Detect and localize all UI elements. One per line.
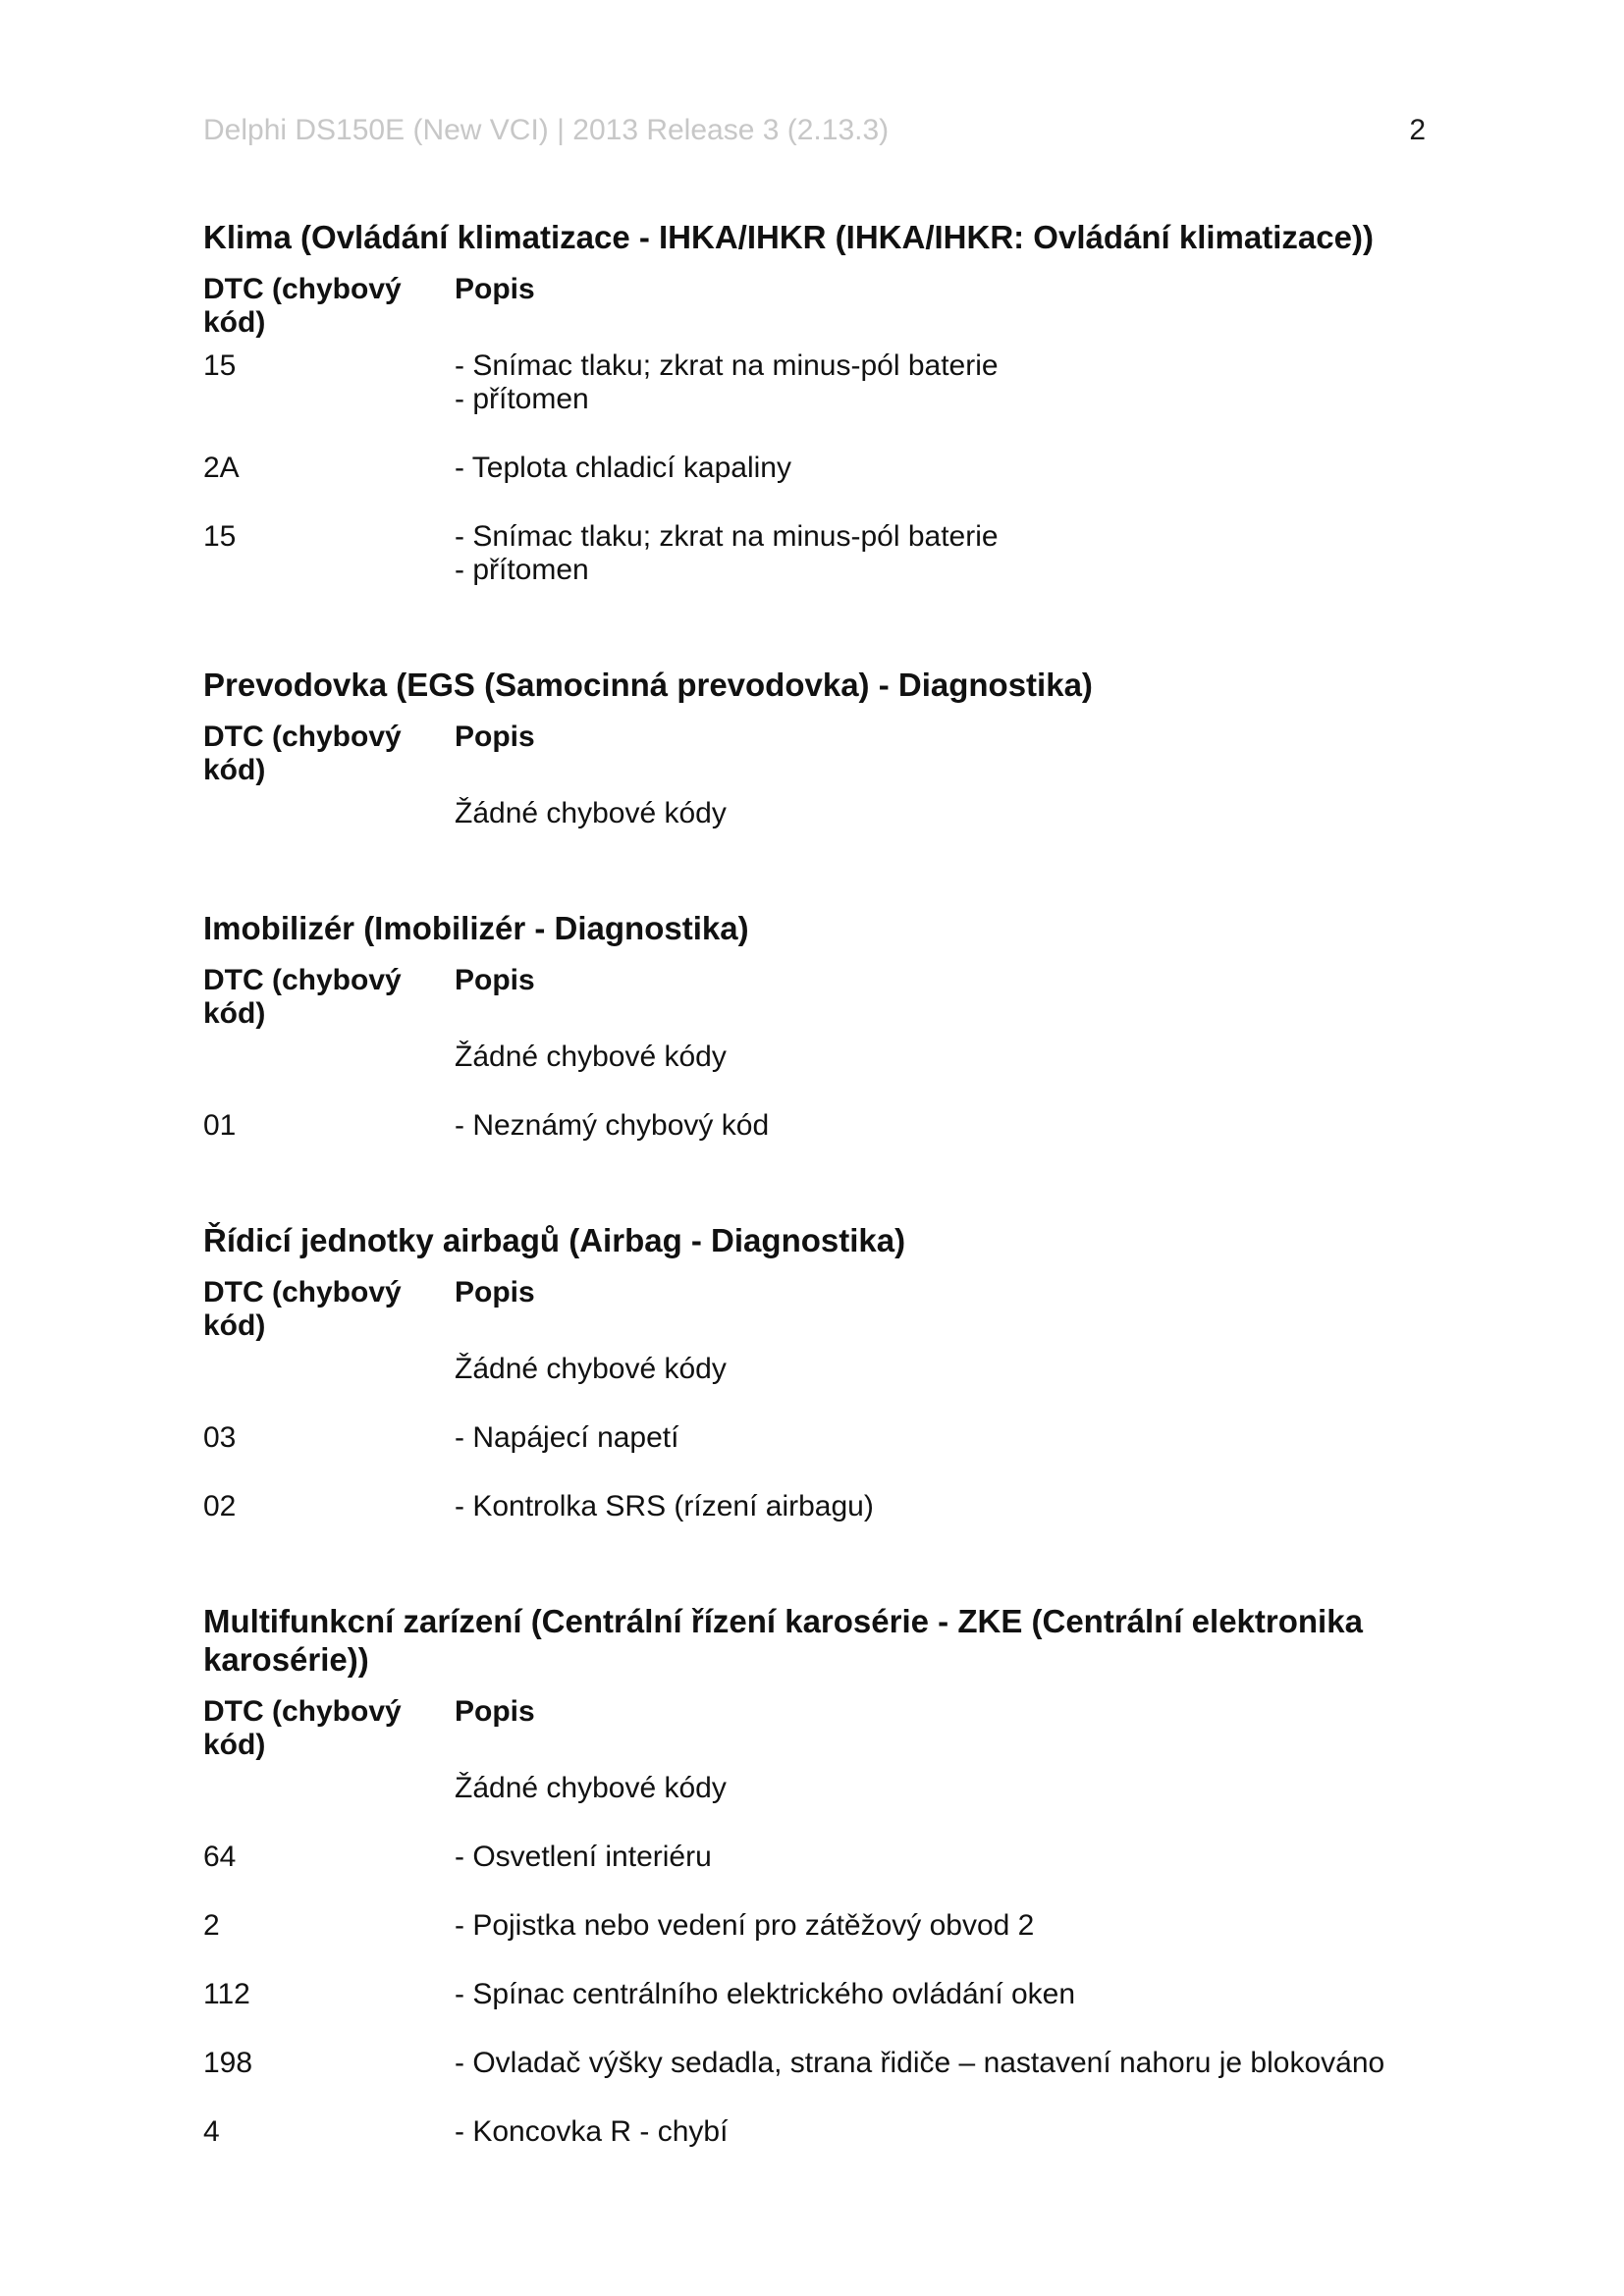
table-row — [203, 2047, 1428, 2080]
table-row — [203, 1109, 1428, 1143]
dtc-cell — [203, 797, 455, 830]
dtc-cell: 03 — [203, 1421, 237, 1454]
table-row — [203, 349, 1428, 416]
table-header-row — [203, 1276, 1428, 1343]
dtc-cell: 198 — [203, 2047, 253, 2079]
section-title: Multifunkcní zarízení (Centrální řízení karosérie - ZKE (Centrální elektronika karosérie)) — [203, 1603, 1363, 1678]
popis-line: - Kontrolka SRS (rízení airbagu) — [455, 1490, 874, 1522]
dtc-cell: 64 — [203, 1841, 237, 1873]
section-rows — [203, 1353, 1428, 1523]
section-title: Klima (Ovládání klimatizace - IHKA/IHKR (IHKA/IHKR: Ovládání klimatizace)) — [203, 219, 1374, 255]
dtc-column-header: DTC (chybový kód) — [203, 273, 402, 339]
popis-cell — [455, 1909, 1428, 1943]
report-body — [203, 218, 1428, 2149]
section-rows — [203, 797, 1428, 830]
table-row — [203, 1490, 1428, 1523]
table-row — [203, 1909, 1428, 1943]
popis-line: Žádné chybové kódy — [455, 797, 727, 829]
popis-cell — [455, 1353, 1428, 1386]
popis-column-header: Popis — [455, 721, 535, 753]
section-title: Imobilizér (Imobilizér - Diagnostika) — [203, 910, 749, 946]
popis-cell — [455, 1772, 1428, 1805]
dtc-cell: 15 — [203, 349, 237, 382]
popis-line: - přítomen — [455, 554, 589, 586]
popis-column-header: Popis — [455, 964, 535, 996]
popis-column-header: Popis — [455, 1695, 535, 1728]
table-row — [203, 1978, 1428, 2011]
dtc-section — [203, 1602, 1428, 2149]
dtc-table — [203, 1695, 1428, 2149]
popis-cell — [455, 452, 1428, 485]
dtc-section — [203, 1221, 1428, 1523]
section-rows — [203, 1772, 1428, 2149]
popis-cell — [455, 1978, 1428, 2011]
dtc-cell — [203, 1353, 455, 1386]
dtc-table — [203, 964, 1428, 1143]
table-row — [203, 1772, 1428, 1805]
table-header-row — [203, 1695, 1428, 1762]
popis-line: - Napájecí napetí — [455, 1421, 679, 1454]
popis-line: - Koncovka R - chybí — [455, 2115, 729, 2148]
popis-cell — [455, 349, 1428, 416]
popis-line: - Snímac tlaku; zkrat na minus-pól baterie — [455, 349, 999, 382]
popis-line: Žádné chybové kódy — [455, 1041, 727, 1073]
table-row — [203, 797, 1428, 830]
popis-line: - Neznámý chybový kód — [455, 1109, 770, 1142]
popis-cell — [455, 1109, 1428, 1143]
dtc-cell: 02 — [203, 1490, 237, 1522]
popis-line: Žádné chybové kódy — [455, 1772, 727, 1804]
popis-cell — [455, 1421, 1428, 1455]
popis-cell — [455, 797, 1428, 830]
popis-line: - Pojistka nebo vedení pro zátěžový obvod 2 — [455, 1909, 1035, 1942]
popis-cell — [455, 2115, 1428, 2149]
table-row — [203, 1421, 1428, 1455]
dtc-section — [203, 666, 1428, 830]
popis-line: - Teplota chladicí kapaliny — [455, 452, 791, 484]
dtc-table — [203, 1276, 1428, 1523]
popis-cell — [455, 1490, 1428, 1523]
section-rows — [203, 1041, 1428, 1143]
popis-cell — [455, 520, 1428, 587]
popis-column-header: Popis — [455, 273, 535, 305]
dtc-section — [203, 909, 1428, 1143]
dtc-column-header: DTC (chybový kód) — [203, 721, 402, 786]
dtc-cell — [203, 1772, 455, 1805]
dtc-cell: 112 — [203, 1978, 250, 2010]
popis-line: - Ovladač výšky sedadla, strana řidiče – nastavení nahoru je blokováno — [455, 2047, 1385, 2079]
dtc-cell: 4 — [203, 2115, 220, 2148]
popis-line: - přítomen — [455, 383, 589, 415]
popis-line: - Osvetlení interiéru — [455, 1841, 712, 1873]
dtc-section — [203, 218, 1428, 587]
popis-cell — [455, 2047, 1428, 2080]
table-row — [203, 520, 1428, 587]
popis-cell — [455, 1841, 1428, 1874]
running-header-title: Delphi DS150E (New VCI) | 2013 Release 3 (2.13.3) — [203, 114, 890, 146]
popis-line: - Snímac tlaku; zkrat na minus-pól baterie — [455, 520, 999, 553]
dtc-cell: 01 — [203, 1109, 237, 1142]
popis-cell — [455, 1041, 1428, 1074]
page-header — [203, 114, 1428, 147]
popis-column-header: Popis — [455, 1276, 535, 1308]
section-title: Řídicí jednotky airbagů (Airbag - Diagnostika) — [203, 1222, 906, 1258]
table-header-row — [203, 721, 1428, 787]
table-header-row — [203, 273, 1428, 340]
dtc-cell: 2 — [203, 1909, 220, 1942]
table-row — [203, 1841, 1428, 1874]
table-row — [203, 452, 1428, 485]
dtc-column-header: DTC (chybový kód) — [203, 1276, 402, 1342]
section-title: Prevodovka (EGS (Samocinná prevodovka) - Diagnostika) — [203, 667, 1093, 703]
dtc-column-header: DTC (chybový kód) — [203, 1695, 402, 1761]
popis-line: Žádné chybové kódy — [455, 1353, 727, 1385]
page-number: 2 — [1409, 114, 1426, 146]
dtc-table — [203, 273, 1428, 587]
dtc-column-header: DTC (chybový kód) — [203, 964, 402, 1030]
dtc-cell: 2A — [203, 452, 240, 484]
table-row — [203, 1041, 1428, 1074]
table-row — [203, 2115, 1428, 2149]
table-header-row — [203, 964, 1428, 1031]
dtc-table — [203, 721, 1428, 830]
popis-line: - Spínac centrálního elektrického ovládání oken — [455, 1978, 1076, 2010]
dtc-cell: 15 — [203, 520, 237, 553]
dtc-cell — [203, 1041, 455, 1074]
table-row — [203, 1353, 1428, 1386]
section-rows — [203, 349, 1428, 587]
